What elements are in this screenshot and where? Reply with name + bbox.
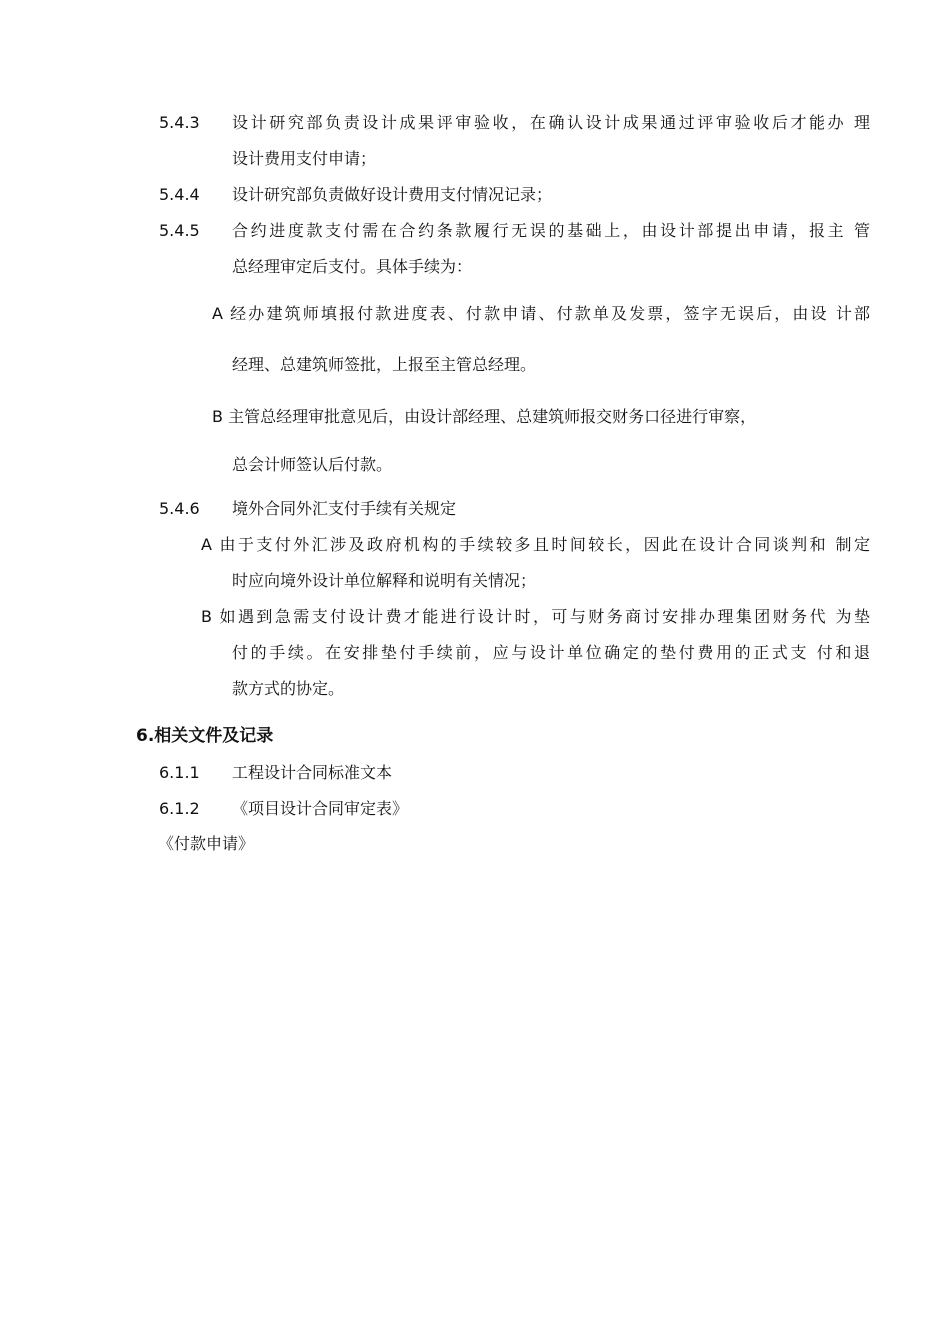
clause-5-4-6-a-line-1: A 由于支付外汇涉及政府机构的手续较多且时间较长，因此在设计合同谈判和 制定 bbox=[201, 535, 870, 554]
clause-5-4-6-b-line-3: 款方式的协定。 bbox=[232, 679, 345, 698]
clause-number-5-4-4: 5.4.4 bbox=[159, 185, 200, 204]
clause-5-4-5-a-line-1: A 经办建筑师填报付款进度表、付款申请、付款单及发票，签字无误后，由设 计部 bbox=[212, 304, 870, 323]
clause-5-4-5-a-line-2: 经理、总建筑师签批，上报至主管总经理。 bbox=[232, 355, 537, 374]
clause-5-4-6-title: 境外合同外汇支付手续有关规定 bbox=[232, 499, 457, 518]
clause-5-4-5-line-1: 合约进度款支付需在合约条款履行无误的基础上，由设计部提出申请，报主 管 bbox=[232, 221, 870, 240]
payment-application-record: 《付款申请》 bbox=[158, 834, 255, 853]
clause-5-4-6-b-line-1: B 如遇到急需支付设计费才能进行设计时，可与财务商讨安排办理集团财务代 为垫 bbox=[201, 607, 870, 626]
clause-6-1-2-text: 《项目设计合同审定表》 bbox=[232, 799, 409, 818]
clause-5-4-3-line-2: 设计费用支付申请； bbox=[232, 149, 377, 168]
clause-number-5-4-5: 5.4.5 bbox=[159, 221, 200, 240]
clause-number-5-4-6: 5.4.6 bbox=[159, 499, 200, 518]
section-6-heading: 6.相关文件及记录 bbox=[136, 726, 274, 746]
clause-5-4-5-b-line-2: 总会计师签认后付款。 bbox=[232, 455, 393, 474]
clause-5-4-6-b-line-2: 付的手续。在安排垫付手续前，应与设计单位确定的垫付费用的正式支 付和退 bbox=[232, 643, 870, 662]
clause-number-5-4-3: 5.4.3 bbox=[159, 113, 200, 132]
clause-6-1-1-text: 工程设计合同标准文本 bbox=[232, 763, 393, 782]
clause-number-6-1-2: 6.1.2 bbox=[159, 799, 200, 818]
clause-5-4-3-line-1: 设计研究部负责设计成果评审验收，在确认设计成果通过评审验收后才能办 理 bbox=[232, 113, 870, 132]
clause-5-4-5-b-line-1: B 主管总经理审批意见后，由设计部经理、总建筑师报交财务口径进行审察， bbox=[212, 407, 757, 426]
clause-5-4-5-line-2: 总经理审定后支付。具体手续为： bbox=[232, 257, 473, 276]
clause-5-4-4-text: 设计研究部负责做好设计费用支付情况记录； bbox=[232, 185, 553, 204]
clause-5-4-6-a-line-2: 时应向境外设计单位解释和说明有关情况； bbox=[232, 571, 537, 590]
clause-number-6-1-1: 6.1.1 bbox=[159, 763, 200, 782]
